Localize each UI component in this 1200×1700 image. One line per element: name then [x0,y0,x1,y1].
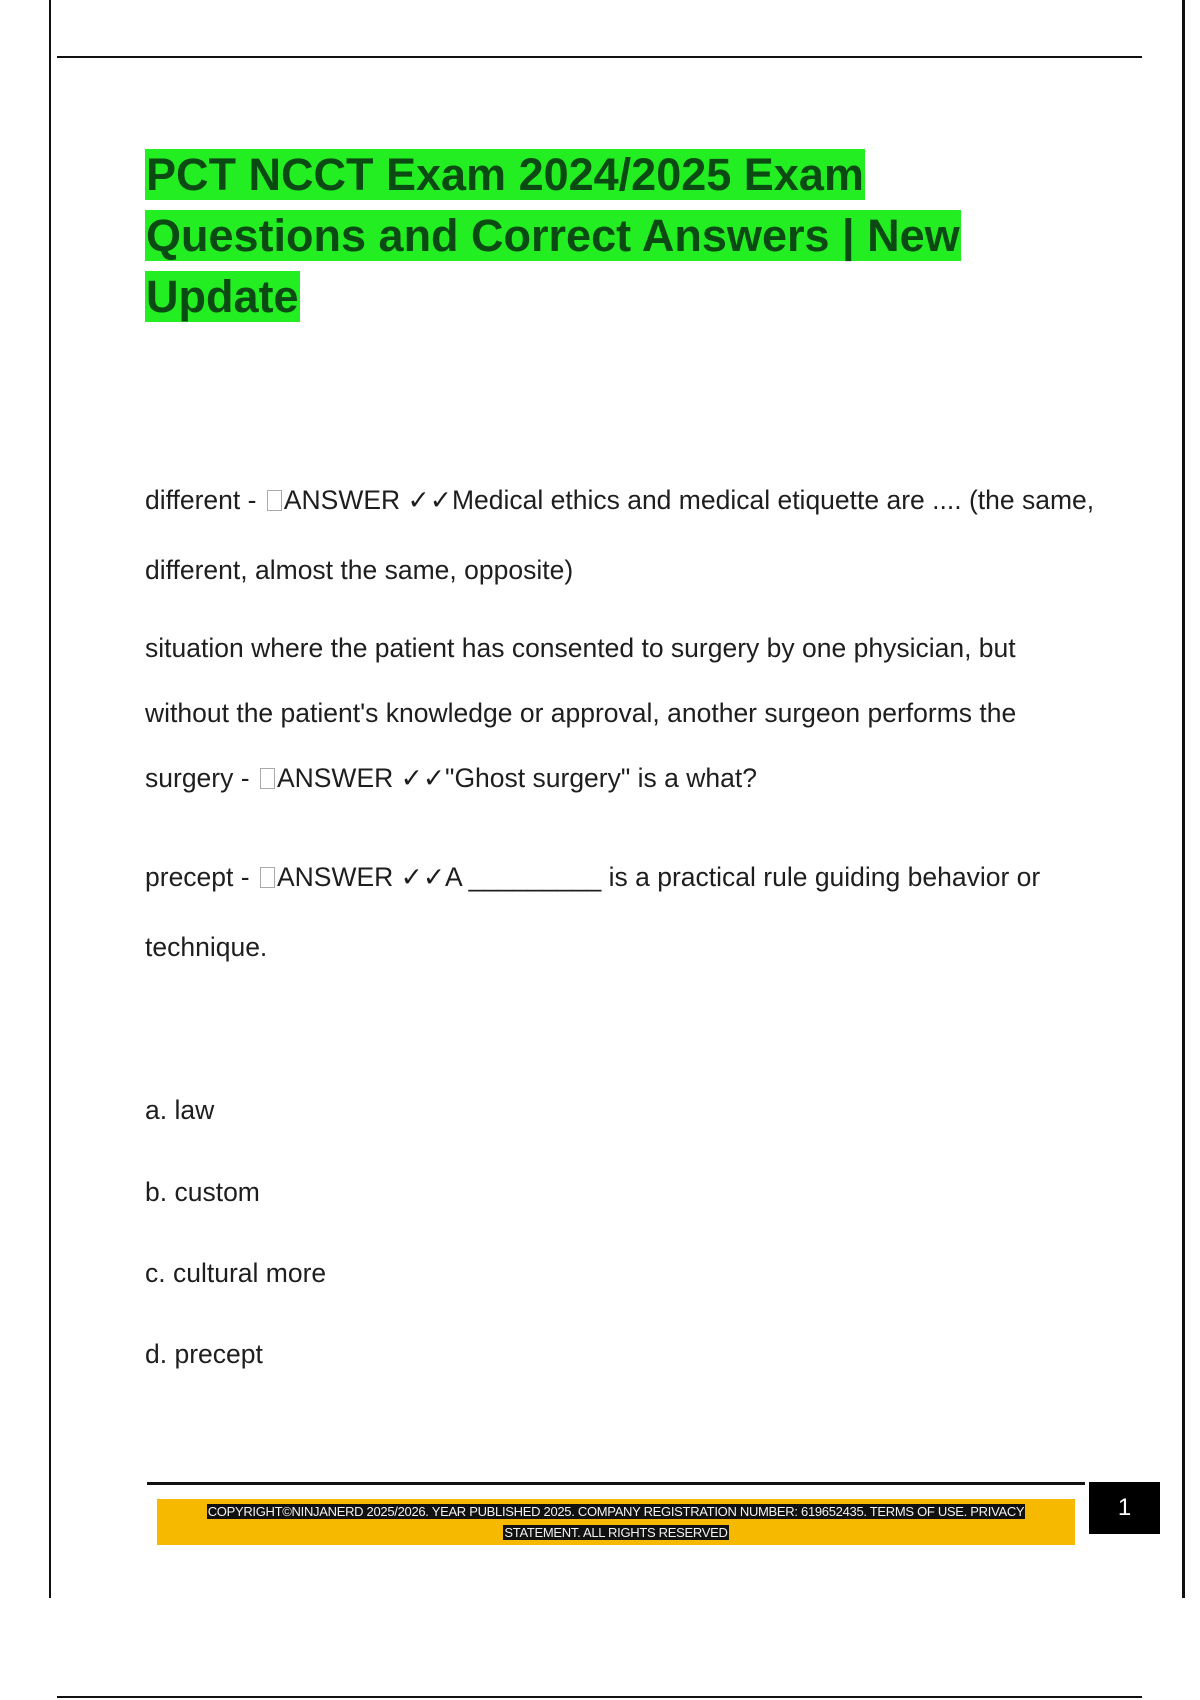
title-line-1: PCT NCCT Exam 2024/2025 Exam [146,149,864,200]
question-text: "Ghost surgery" is a what? [445,763,757,793]
option-a: a. law [145,1095,215,1125]
missing-glyph-box-icon [267,490,282,511]
separator: - [240,485,264,515]
separator: - [233,862,257,892]
answer-text: situation where the patient has consented to surgery by one physician, but without the patient's knowledge or approval, another surgeon performs the surgery [145,633,1017,793]
answer-label: ANSWER ✓✓ [276,862,446,892]
missing-glyph-box-icon [260,768,275,789]
footer-rule [147,1482,1085,1485]
question-text: Medical ethics and medical etiquette are .... (the same, different, almost the same, opposite) [145,485,1095,585]
page-number: 1 [1089,1482,1160,1534]
question-text: A _________ is a practical rule guiding behavior or technique. [145,862,1041,962]
page-border-right [1182,0,1185,1598]
answer-text: different [145,485,241,515]
missing-glyph-box-icon [260,867,275,888]
title-line-3: Update [146,271,299,322]
footer-copyright-band [157,1499,1075,1545]
page-border-left [49,0,51,1598]
option-c: c. cultural more [145,1258,327,1288]
qa-entry-2 [145,616,1105,811]
copyright-line-1: COPYRIGHT©NINJANERD 2025/2026. YEAR PUBLISHED 2025. COMPANY REGISTRATION NUMBER: 619652435. TERMS OF USE. PRIVACY [207,1504,1025,1519]
option-d: d. precept [145,1339,263,1369]
answer-label: ANSWER ✓✓ [276,763,446,793]
document-title [145,144,1045,327]
answer-text: precept [145,862,234,892]
next-page-header-rule [57,1696,1142,1698]
copyright-line-2: STATEMENT. ALL RIGHTS RESERVED [504,1525,728,1540]
answer-label: ANSWER ✓✓ [283,485,452,515]
title-line-2: Questions and Correct Answers | New [146,210,960,261]
header-rule [57,56,1142,58]
qa-entry-3 [145,842,1105,982]
copyright-notice [166,1501,1066,1545]
option-b: b. custom [145,1177,260,1207]
separator: - [233,763,257,793]
qa-entry-1 [145,465,1105,605]
